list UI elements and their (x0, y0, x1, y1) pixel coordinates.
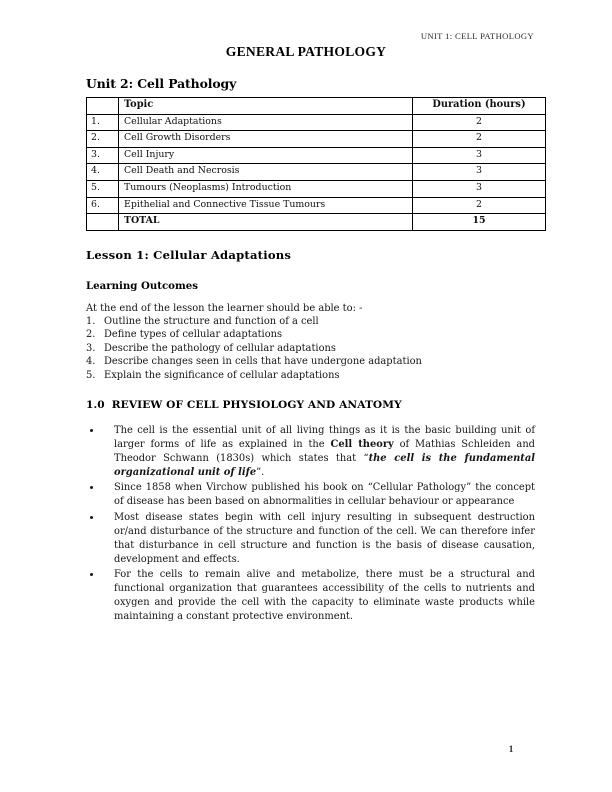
learning-outcomes-list (86, 315, 535, 382)
row-topic: Tumours (Neoplasms) Introduction (119, 180, 413, 197)
outcome-text: Describe changes seen in cells that have undergone adaptation (104, 356, 422, 368)
total-number (87, 214, 119, 231)
section-number: 1.0 (86, 398, 105, 411)
document-title: GENERAL PATHOLOGY (225, 44, 387, 59)
outcome-text: Describe the pathology of cellular adaptations (104, 342, 336, 354)
row-duration: 3 (413, 164, 546, 181)
lesson-heading: Lesson 1: Cellular Adaptations (86, 247, 292, 262)
syllabus-table (86, 97, 546, 231)
section-heading (86, 399, 535, 411)
table-row (87, 114, 546, 131)
column-header-duration: Duration (hours) (413, 98, 546, 115)
unit-heading: Unit 2: Cell Pathology (86, 76, 237, 91)
page-number: 1 (508, 744, 514, 755)
bullet-icon (90, 516, 93, 519)
list-item (86, 424, 535, 480)
outcome-number: 3. (86, 342, 96, 354)
outcome-text: Outline the structure and function of a cell (104, 315, 319, 327)
column-header-topic: Topic (119, 98, 413, 115)
row-topic: Cellular Adaptations (119, 114, 413, 131)
row-duration: 2 (413, 131, 546, 148)
outcome-number: 2. (86, 329, 96, 341)
table-header-row (87, 98, 546, 115)
list-item (86, 369, 535, 382)
table-row (87, 180, 546, 197)
outcome-number: 5. (86, 369, 96, 381)
table-row (87, 197, 546, 214)
bullet-bold-term: Cell theory (330, 439, 394, 451)
column-header-number (87, 98, 119, 115)
learning-outcomes-heading: Learning Outcomes (86, 279, 198, 292)
row-duration: 3 (413, 180, 546, 197)
running-header: UNIT 1: CELL PATHOLOGY (420, 31, 534, 41)
table-row (87, 147, 546, 164)
outcome-number: 4. (86, 356, 96, 368)
bullet-text-part: The cell is the essential unit of all living things as it is the basic building unit of larger forms of life as explained in the (114, 424, 535, 451)
row-number: 6. (87, 197, 119, 214)
table-total-row (87, 214, 546, 231)
list-item (86, 315, 535, 328)
bullet-icon (90, 486, 93, 489)
list-item (86, 511, 535, 567)
list-item (86, 481, 535, 509)
bullet-icon (90, 573, 93, 576)
row-number: 1. (87, 114, 119, 131)
syllabus-table-header (87, 98, 546, 115)
list-item (86, 568, 535, 624)
outcome-text: Explain the significance of cellular adaptations (104, 369, 340, 381)
table-row (87, 164, 546, 181)
section-body-bullets (86, 424, 535, 624)
outcome-number: 1. (86, 315, 96, 327)
syllabus-table-body (87, 114, 546, 230)
bullet-text-part: ”. (256, 467, 265, 479)
row-number: 3. (87, 147, 119, 164)
table-row (87, 131, 546, 148)
row-duration: 2 (413, 197, 546, 214)
bullet-text-part: of Mathias Schleiden and Theodor Schwann (1830s) which states that “ (114, 439, 535, 465)
learning-outcomes-intro: At the end of the lesson the learner should be able to: - (86, 302, 363, 314)
total-label: TOTAL (119, 214, 413, 231)
bullet-icon (90, 429, 93, 432)
row-topic: Cell Death and Necrosis (119, 164, 413, 181)
row-topic: Cell Injury (119, 147, 413, 164)
list-item (86, 342, 535, 355)
row-duration: 2 (413, 114, 546, 131)
total-duration: 15 (413, 214, 546, 231)
document-content (86, 76, 535, 625)
list-item (86, 328, 535, 341)
outcome-text: Define types of cellular adaptations (104, 329, 283, 341)
bullet-text-part: Most disease states begin with cell injury resulting in subsequent destruction or/and disturbance of the structure and function of the cell. We can therefore infer that disturbance in cell structure and function is the basis of disease causation, development and effects. (114, 511, 535, 565)
row-topic: Cell Growth Disorders (119, 131, 413, 148)
row-number: 5. (87, 180, 119, 197)
list-item (86, 355, 535, 368)
row-number: 2. (87, 131, 119, 148)
bullet-text-part: Since 1858 when Virchow published his book on “Cellular Pathology” the concept of disease has been based on abnormalities in cellular behaviour or appearance (114, 482, 535, 508)
bullet-text-part: For the cells to remain alive and metabolize, there must be a structural and functional organization that guarantees accessibility of the cells to nutrients and oxygen and provide the cell with the capacity to eliminate waste products while maintaining a constant protective environment. (114, 568, 535, 623)
row-number: 4. (87, 164, 119, 181)
row-topic: Epithelial and Connective Tissue Tumours (119, 197, 413, 214)
section-title: REVIEW OF CELL PHYSIOLOGY AND ANATOMY (111, 398, 402, 411)
row-duration: 3 (413, 147, 546, 164)
bullet-quoted-definition: the cell is the fundamental organizational unit of life (114, 453, 535, 479)
